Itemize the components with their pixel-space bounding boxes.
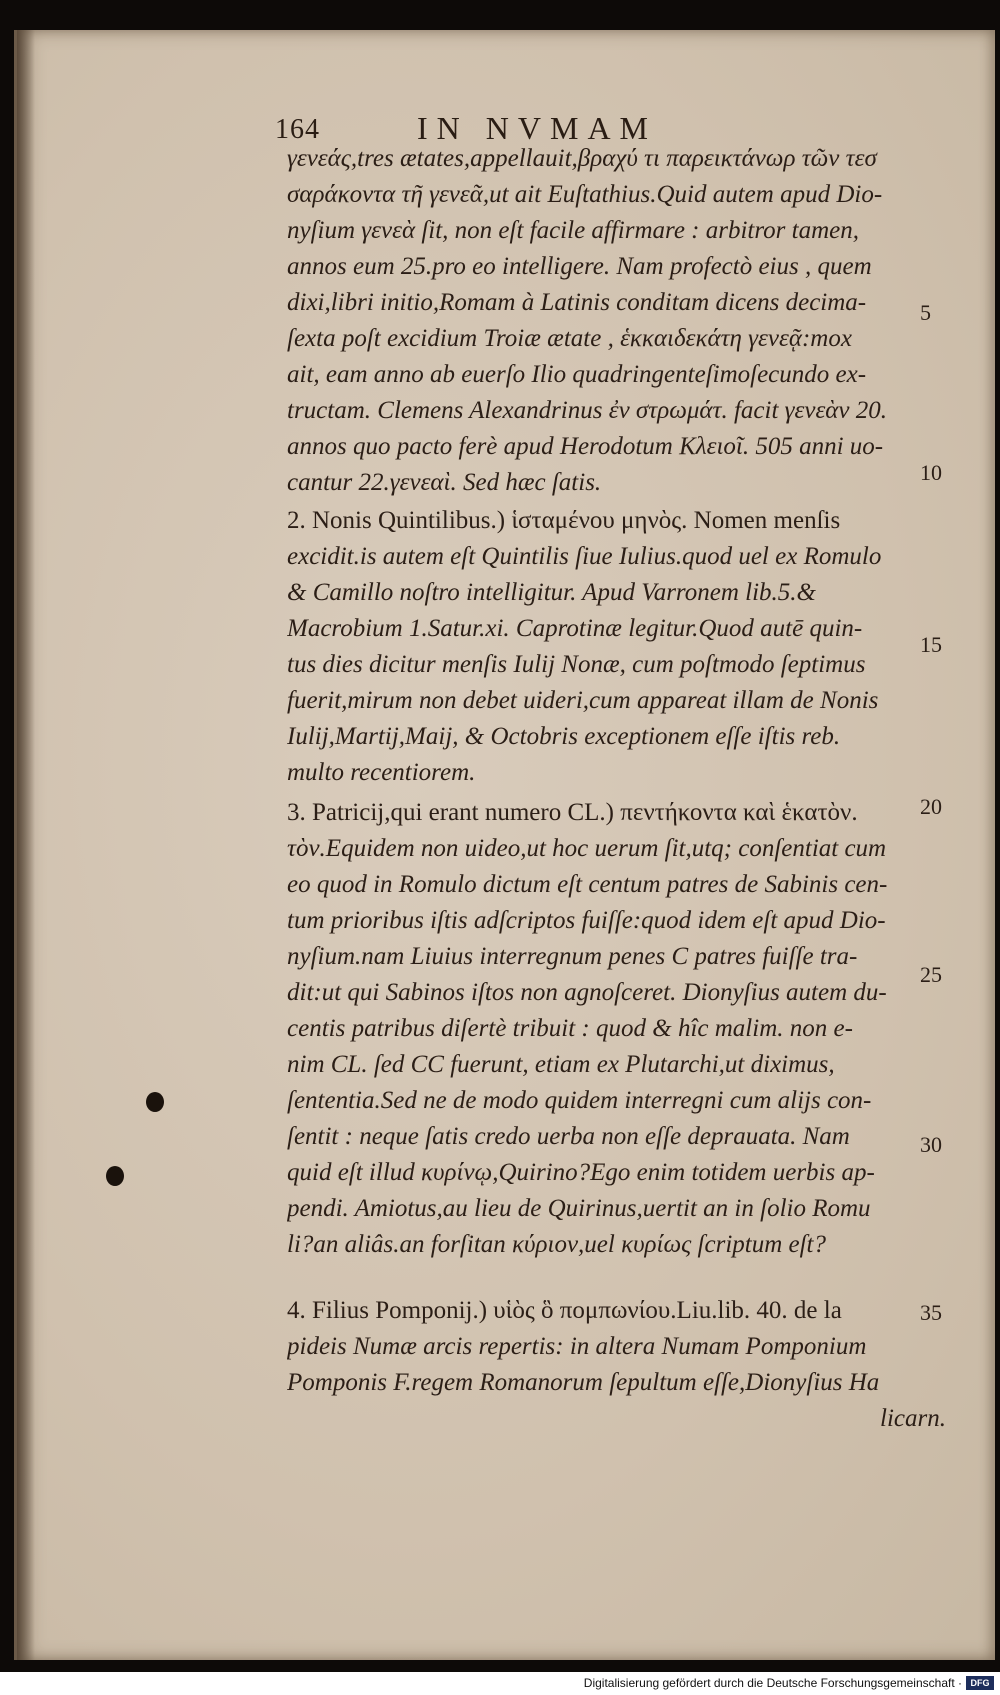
line-number: 35 xyxy=(920,1300,942,1325)
line-number: 10 xyxy=(920,460,942,485)
text-line: annos quo pacto ferè apud Herodotum Κλειοῖ. 505 anni uo- xyxy=(287,433,884,460)
text-line: nim CL. ſed CC fuerunt, etiam ex Plutarchi,ut diximus, xyxy=(287,1051,835,1078)
text-line: ſentit : neque ſatis credo uerba non eſſe deprauata. Nam xyxy=(287,1123,850,1150)
text-line: Macrobium 1.Satur.xi. Caprotinæ legitur.Quod autē quin- xyxy=(287,615,863,642)
line-number: 15 xyxy=(920,632,942,657)
text-line: pideis Numæ arcis repertis: in altera Numam Pomponium xyxy=(287,1333,867,1360)
text-line: & Camillo noſtro intelligitur. Apud Varronem lib.5.& xyxy=(287,579,816,606)
text-line: multo recentiorem. xyxy=(287,759,476,786)
text-line: eo quod in Romulo dictum eſt centum patres de Sabinis cen- xyxy=(287,871,888,898)
text-line: ſexta poſt excidium Troiæ ætate , ἑκκαιδεκάτη γενεᾷ:mox xyxy=(287,325,852,352)
note-entry-2: 2. Nonis Quintilibus.) ἱσταμένου μηνὸς. Nomen menſis xyxy=(287,507,841,534)
text-line: σαράκοντα τῆ γενεᾶ,ut ait Euſtathius.Quid autem apud Dio- xyxy=(287,181,883,208)
text-line: ſententia.Sed ne de modo quidem interregni cum alijs con- xyxy=(287,1087,872,1114)
text-line: Pomponis F.regem Romanorum ſepultum eſſe,Dionyſius Ha xyxy=(287,1369,880,1396)
line-number: 25 xyxy=(920,962,942,987)
text-line: centis patribus diſertè tribuit : quod & hîc malim. non e- xyxy=(287,1015,853,1042)
text-line: excidit.is autem eſt Quintilis ſiue Iulius.quod uel ex Romulo xyxy=(287,543,882,570)
line-number: 20 xyxy=(920,794,942,819)
text-line: fuerit,mirum non debet uideri,cum appareat illam de Nonis xyxy=(287,687,879,714)
folio-number: 164 xyxy=(275,114,320,145)
text-line: nyſium.nam Liuius interregnum penes C patres fuiſſe tra- xyxy=(287,943,858,970)
note-entry-4: 4. Filius Pomponij.) υἱὸς ὃ πομπωνίου.Liu.lib. 40. de la xyxy=(287,1297,842,1324)
text-line: nyſium γενεὰ ſit, non eſt facile affirmare : arbitror tamen, xyxy=(287,217,860,244)
text-line: ait, eam anno ab euerſo Ilio quadringenteſimoſecundo ex- xyxy=(287,361,867,388)
text-line: γενεάς,tres ætates,appellauit,βραχύ τι παρεικτάνωρ τῶν τεσ xyxy=(287,145,877,172)
page-spine-shadow xyxy=(17,30,35,1660)
text-line: dixi,libri initio,Romam à Latinis conditam dicens decima- xyxy=(287,289,867,316)
running-title: IN NVMAM xyxy=(417,110,657,146)
note-entry-3: 3. Patricij,qui erant numero CL.) πεντήκοντα καὶ ἑκατὸν. xyxy=(287,799,858,826)
text-line: li?an aliâs.an forſitan κύριον,uel κυρίως ſcriptum eſt? xyxy=(287,1231,827,1258)
line-number: 5 xyxy=(920,300,931,325)
text-line: tus dies dicitur menſis Iulij Nonæ, cum poſtmodo ſeptimus xyxy=(287,651,866,678)
funding-credit: Digitalisierung gefördert durch die Deutsche Forschungsgemeinschaft · xyxy=(583,1676,962,1690)
text-line: Iulij,Martij,Maij, & Octobris exceptionem eſſe iſtis reb. xyxy=(287,723,841,750)
text-line: quid eſt illud κυρίνῳ,Quirino?Ego enim totidem uerbis ap- xyxy=(287,1159,875,1186)
text-line: pendi. Amiotus,au lieu de Quirinus,uertit an in ſolio Romu xyxy=(287,1195,871,1222)
digitization-footer xyxy=(0,1672,1000,1695)
binding-hole xyxy=(106,1166,124,1186)
text-line: cantur 22.γενεαὶ. Sed hæc ſatis. xyxy=(287,469,602,496)
dfg-logo: DFG xyxy=(966,1676,994,1690)
binding-hole xyxy=(146,1092,164,1112)
text-line: annos eum 25.pro eo intelligere. Nam profectò eius , quem xyxy=(287,253,872,280)
text-line: licarn. xyxy=(880,1405,946,1432)
text-line: τὸν.Equidem non uideo,ut hoc uerum ſit,utq; conſentiat cum xyxy=(287,835,887,862)
text-line: dit:ut qui Sabinos iſtos non agnoſceret. Dionyſius autem du- xyxy=(287,979,887,1006)
text-line: tum prioribus iſtis adſcriptos fuiſſe:quod idem eſt apud Dio- xyxy=(287,907,886,934)
line-number: 30 xyxy=(920,1132,942,1157)
text-line: tructam. Clemens Alexandrinus ἐν στρωμάτ. facit γενεὰν 20. xyxy=(287,397,888,424)
